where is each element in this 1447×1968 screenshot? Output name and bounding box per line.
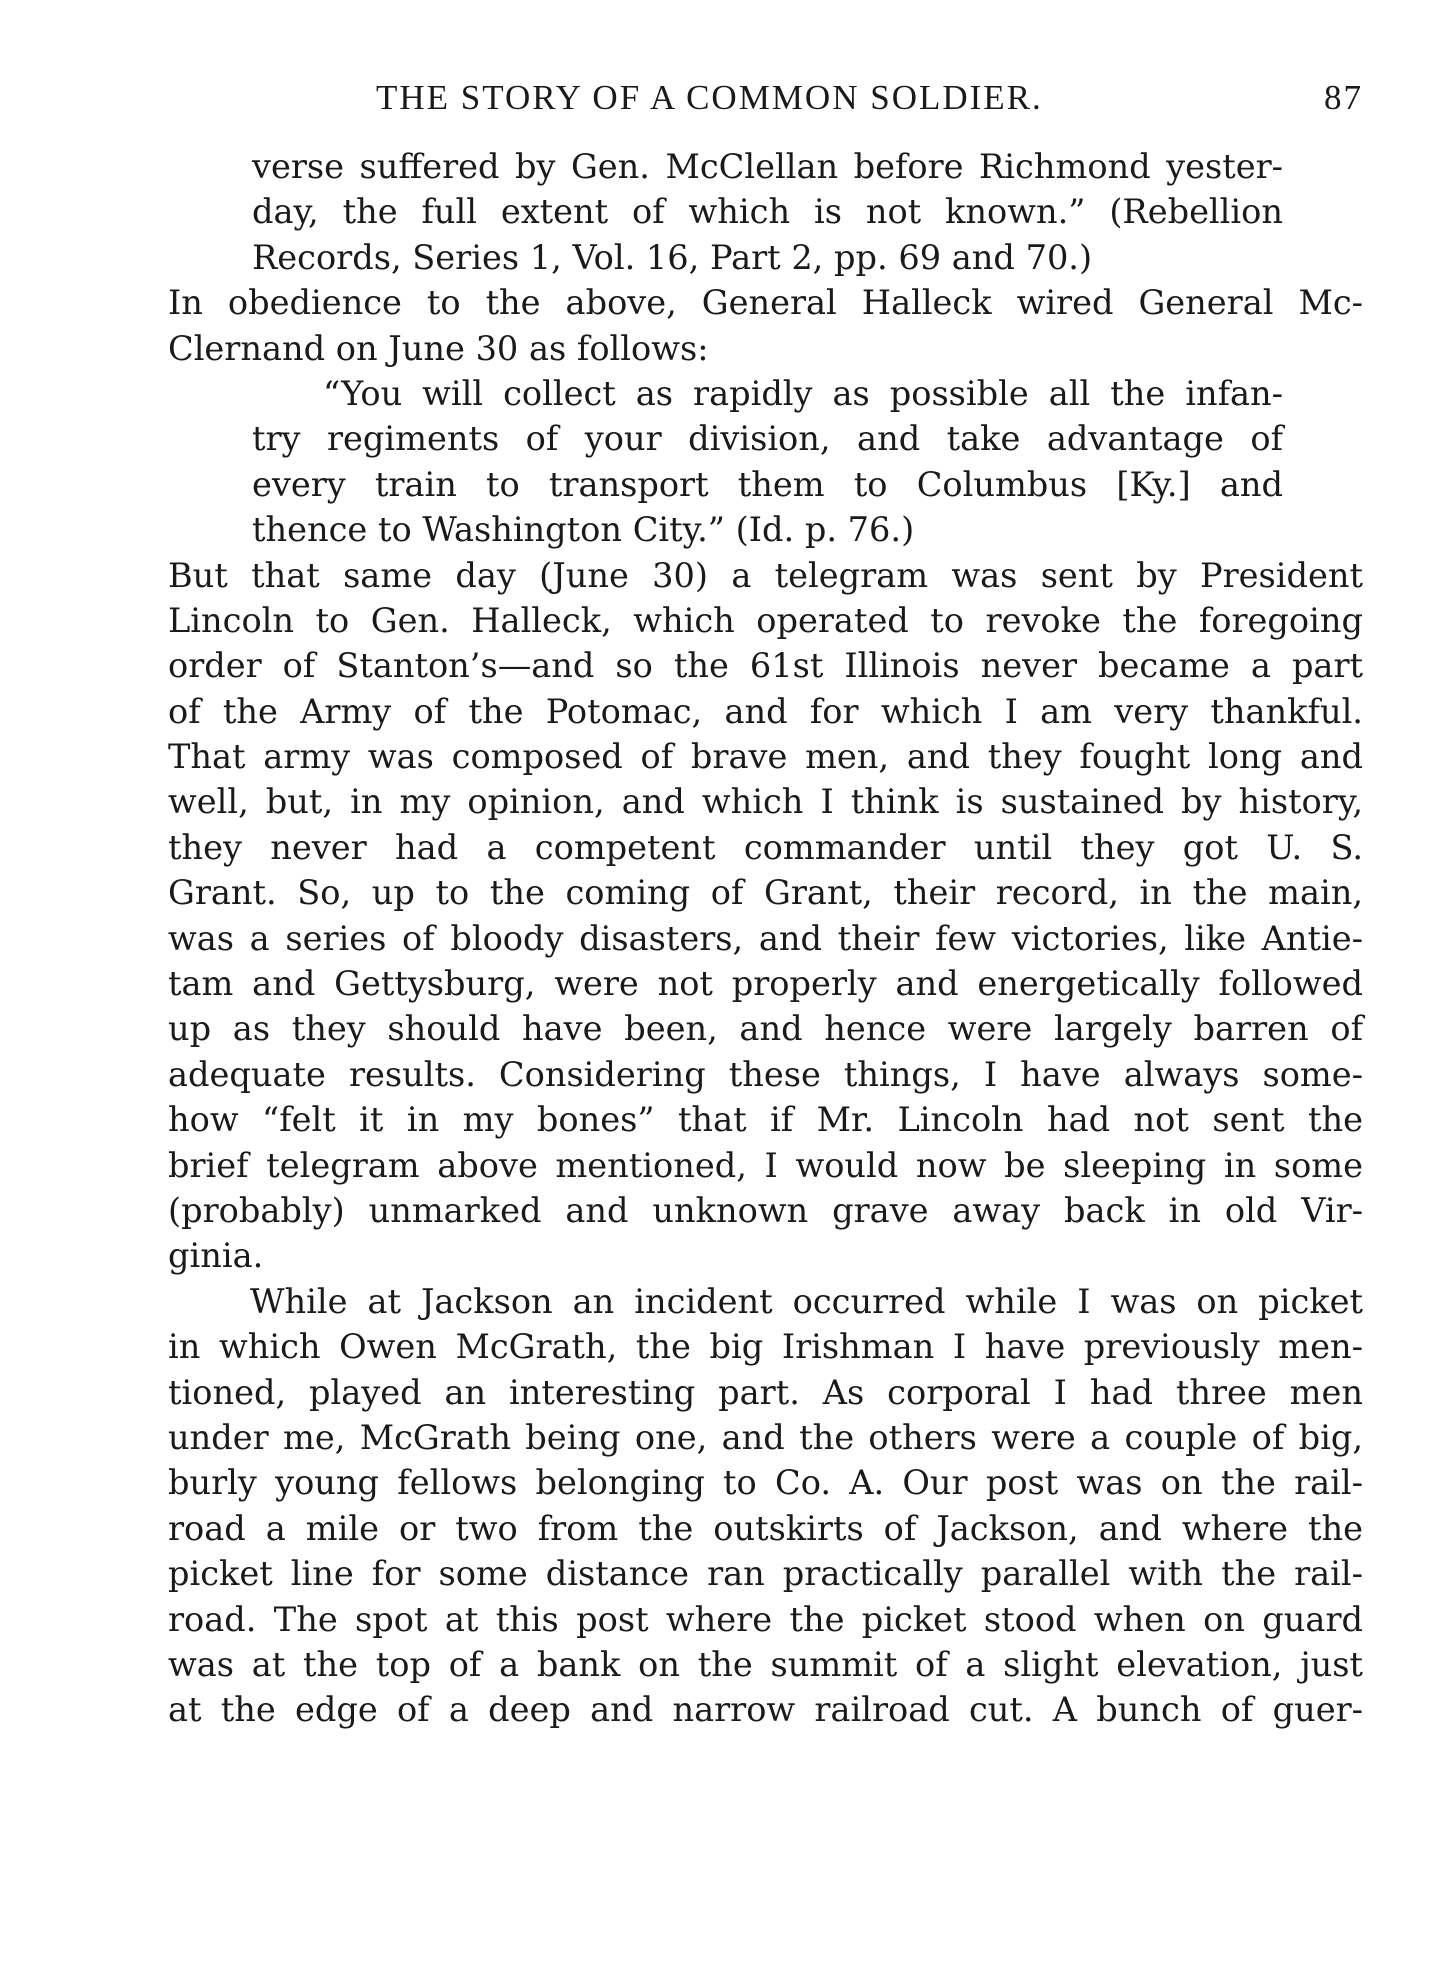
quote-line: every train to transport them to Columbus [Ky.] and [252, 464, 1283, 504]
text-line: In obedience to the above, General Halleck wired General Mc- [168, 283, 1363, 323]
text-line: tam and Gettysburg, were not properly and energetically followed [168, 964, 1363, 1004]
text-line: While at Jackson an incident occurred while I was on picket [250, 1281, 1363, 1321]
quote-line: Records, Series 1, Vol. 16, Part 2, pp. 69 and 70.) [252, 237, 1093, 277]
text-line: Lincoln to Gen. Halleck, which operated to revoke the foregoing [168, 600, 1363, 640]
text-line: well, but, in my opinion, and which I think is sustained by history, [168, 782, 1363, 822]
text-line: of the Army of the Potomac, and for which I am very thankful. [168, 691, 1363, 731]
text-line: picket line for some distance ran practically parallel with the rail- [168, 1554, 1363, 1594]
text-line: at the edge of a deep and narrow railroad cut. A bunch of guer- [168, 1690, 1363, 1730]
quote-line: “You will collect as rapidly as possible all the infan- [323, 373, 1283, 413]
text-line: road a mile or two from the outskirts of Jackson, and where the [168, 1508, 1363, 1548]
text-line: tioned, played an interesting part. As corporal I had three men [168, 1372, 1363, 1412]
text-line: ginia. [168, 1236, 264, 1276]
page-number: 87 [1324, 78, 1363, 117]
quote-line: day, the full extent of which is not known.” (Rebellion [252, 192, 1283, 232]
running-head [168, 78, 1363, 128]
text-line: in which Owen McGrath, the big Irishman I have previously men- [168, 1327, 1363, 1367]
text-line: under me, McGrath being one, and the others were a couple of big, [168, 1417, 1363, 1457]
text-line: adequate results. Considering these things, I have always some- [168, 1054, 1363, 1094]
text-line: But that same day (June 30) a telegram was sent by President [168, 555, 1363, 595]
quote-line: try regiments of your division, and take advantage of [252, 419, 1283, 459]
body-text [168, 144, 1363, 1733]
text-line: (probably) unmarked and unknown grave away back in old Vir- [168, 1190, 1363, 1230]
text-line: was at the top of a bank on the summit of a slight elevation, just [168, 1644, 1363, 1684]
text-line: Clernand on June 30 as follows: [168, 328, 709, 368]
quote-line: thence to Washington City.” (Id. p. 76.) [252, 510, 915, 550]
running-title: THE STORY OF A COMMON SOLDIER. [376, 78, 1043, 117]
text-line: burly young fellows belonging to Co. A. Our post was on the rail- [168, 1463, 1363, 1503]
quote-line: verse suffered by Gen. McClellan before Richmond yester- [252, 147, 1283, 186]
text-line: order of Stanton’s—and so the 61st Illinois never became a part [168, 646, 1363, 686]
text-line: That army was composed of brave men, and they fought long and [168, 737, 1363, 777]
text-line: up as they should have been, and hence were largely barren of [168, 1009, 1363, 1049]
text-line: they never had a competent commander until they got U. S. [168, 827, 1363, 867]
text-line: Grant. So, up to the coming of Grant, their record, in the main, [168, 873, 1363, 913]
text-line: road. The spot at this post where the picket stood when on guard [168, 1599, 1363, 1639]
text-line: how “felt it in my bones” that if Mr. Lincoln had not sent the [168, 1100, 1363, 1140]
text-line: was a series of bloody disasters, and their few victories, like Antie- [168, 918, 1363, 958]
text-line: brief telegram above mentioned, I would now be sleeping in some [168, 1145, 1363, 1185]
